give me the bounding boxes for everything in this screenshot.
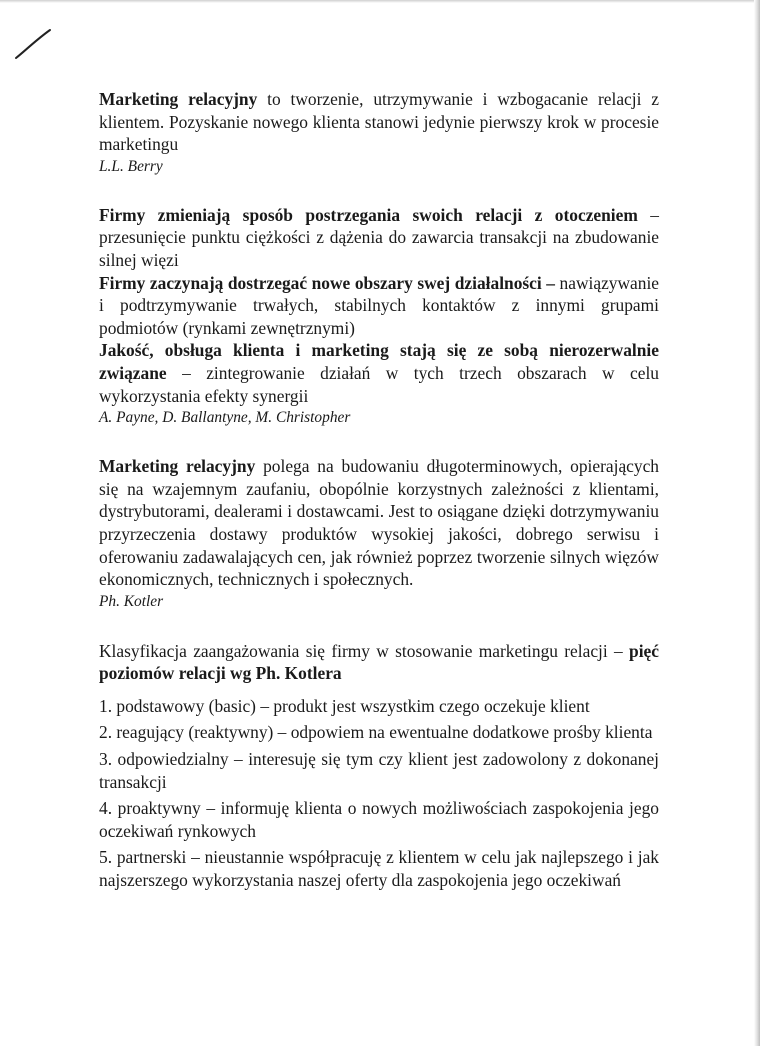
quote-kotler — [99, 455, 659, 591]
author-berry: L.L. Berry — [99, 157, 163, 175]
list-item: 2. reagujący (reaktywny) – odpowiem na ewentualne dodatkowe prośby klienta — [99, 722, 653, 743]
list-item: 4. proaktywny – informuję klienta o nowych możliwościach zaspokojenia jego oczekiwań rynkowych — [99, 798, 659, 841]
statement-3 — [99, 339, 659, 407]
pen-stroke-mark — [14, 24, 54, 64]
statement-2-bold: Firmy zaczynają dostrzegać nowe obszary swej działalności – — [99, 272, 555, 293]
statement-3-bold: Jakość, obsługa klienta i marketing stają się ze sobą nierozerwalnie związane — [99, 340, 659, 383]
scan-edge-right — [754, 0, 760, 1046]
term-bold: Marketing relacyjny — [99, 456, 256, 477]
list-item: 1. podstawowy (basic) – produkt jest wszystkim czego oczekuje klient — [99, 695, 590, 716]
statement-2 — [99, 272, 659, 340]
classification-intro — [99, 640, 659, 685]
term-bold: Marketing relacyjny — [99, 89, 258, 109]
intro-text: Klasyfikacja zaangażowania się firmy w stosowanie marketingu relacji – — [99, 640, 630, 661]
quote-berry — [99, 88, 659, 156]
statement-2-text: nawiązywanie i podtrzymywanie trwałych, stabilnych kontaktów z innymi grupami podmiotów (rynkami zewnętrznymi) — [99, 272, 660, 338]
levels-list — [99, 695, 659, 892]
statement-1 — [99, 204, 659, 272]
author-kotler: Ph. Kotler — [99, 592, 164, 610]
intro-bold: pięć poziomów relacji wg Ph. Kotlera — [99, 640, 659, 684]
statement-1-bold: Firmy zmieniają sposób postrzegania swoich relacji z otoczeniem — [99, 204, 638, 225]
list-item: 3. odpowiedzialny – interesuję się tym czy klient jest zadowolony z dokonanej transakcji — [99, 749, 659, 792]
quote-text: to tworzenie, utrzymywanie i wzbogacanie relacji z klientem. Pozyskanie nowego klienta stanowi jedynie pierwszy krok w procesie marketingu — [99, 89, 659, 155]
author-payne: A. Payne, D. Ballantyne, M. Christopher — [99, 409, 351, 427]
statement-3-text: – zintegrowanie działań w tych trzech obszarach w celu wykorzystania efekty synergii — [99, 362, 659, 406]
scan-edge-top — [0, 0, 760, 3]
list-item: 5. partnerski – nieustannie współpracuję z klientem w celu jak najlepszego i jak najszerszego wykorzystania naszej oferty dla zaspokojenia jego oczekiwań — [99, 847, 659, 891]
statement-1-text: – przesunięcie punktu ciężkości z dążenia do zawarcia transakcji na zbudowanie silnej więzi — [99, 204, 659, 270]
quote-text: polega na budowaniu długoterminowych, opierających się na wzajemnym zaufaniu, obopólnie korzystnych zależności z klientami, dystrybutorami, dealerami i dostawcami. Jest to osiągane dzięki dotrzymywaniu przyrzeczenia dostawy produktów wysokiej jakości, dobrego serwisu i oferowaniu zadawalających cen, jak również poprzez tworzenie silnych więzów ekonomicznych, technicznych i społecznych. — [99, 456, 660, 590]
document-body — [99, 88, 659, 892]
